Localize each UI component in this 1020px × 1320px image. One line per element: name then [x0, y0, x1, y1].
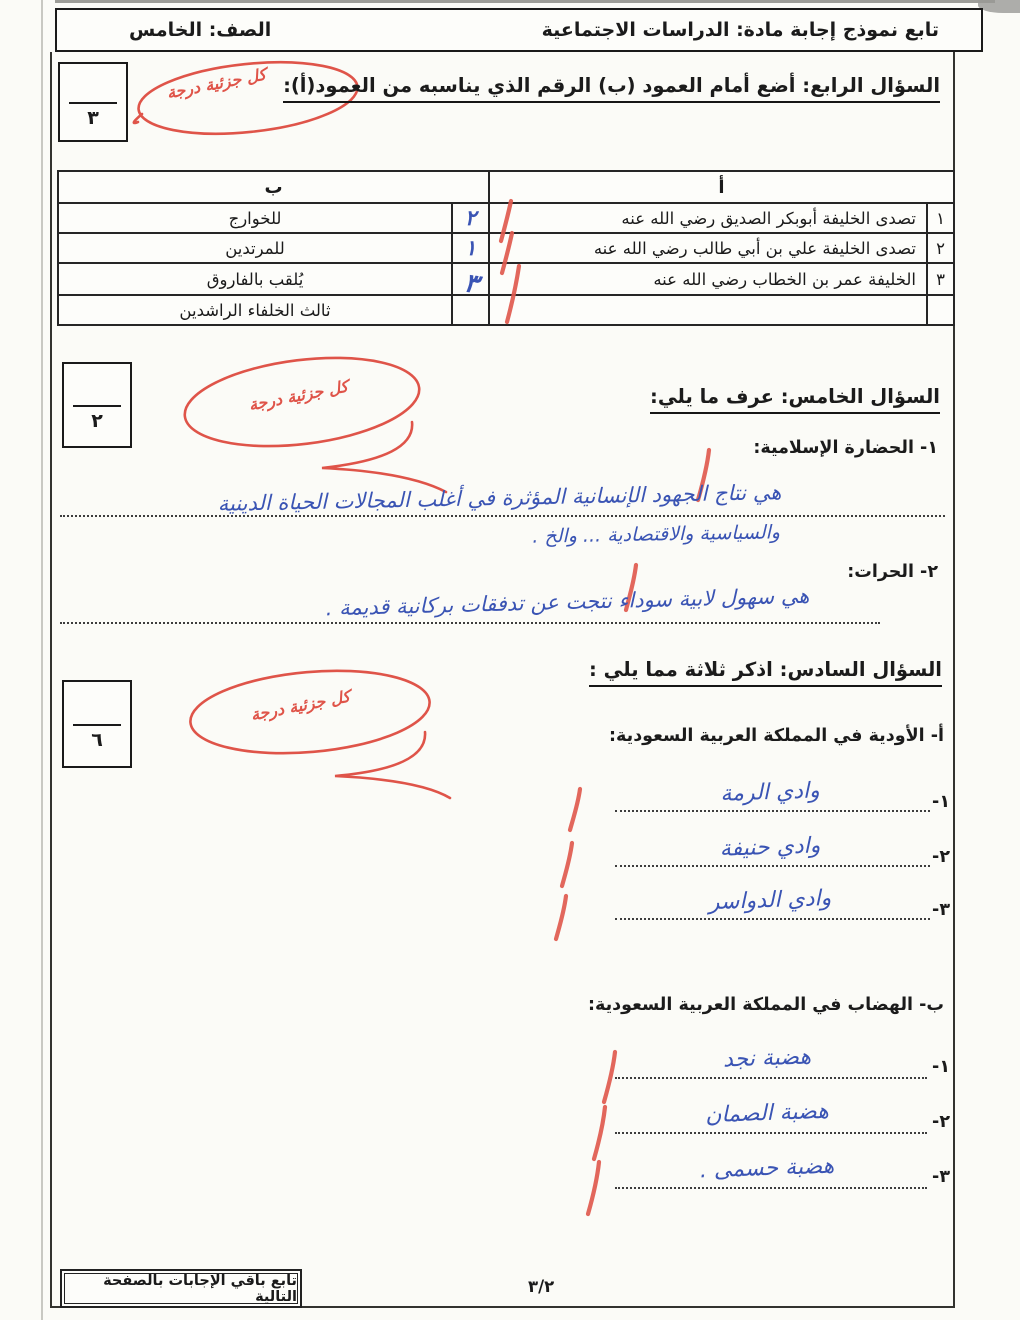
column-b-text: للخوارج: [58, 203, 452, 233]
q4-score-box: [58, 62, 128, 142]
scan-edge-artifact: [55, 0, 995, 3]
row-number: ١: [927, 203, 954, 233]
column-a-text: تصدى الخليفة أبوبكر الصديق رضي الله عنه: [489, 203, 927, 233]
q5-max-score: ٢: [91, 409, 103, 432]
answer-dotted-line: [615, 1132, 927, 1134]
answer-dotted-line: [615, 918, 930, 920]
grader-check-mark: [503, 262, 523, 330]
q5-item1-label: ١- الحضارة الإسلامية:: [753, 438, 938, 458]
row-number: ٣: [927, 263, 954, 295]
header-subject-title: تابع نموذج إجابة مادة: الدراسات الاجتماعية: [541, 19, 939, 41]
list-number: ١-: [932, 1057, 950, 1077]
list-number: ١-: [932, 792, 950, 812]
q6-score-box: [62, 680, 132, 768]
handwritten-valley-3: وادي الدواسر: [708, 885, 832, 916]
handwritten-plateau-2: هضبة الصمان: [704, 1098, 830, 1129]
student-answer-number: ٣: [461, 268, 480, 300]
q6-title: السؤال السادس: اذكر ثلاثة مما يلي :: [589, 658, 942, 687]
column-a-text: تصدى الخليفة علي بن أبي طالب رضي الله عنه: [489, 233, 927, 263]
row-number: [927, 295, 954, 325]
student-answer-number: ١: [464, 236, 477, 260]
list-number: ٣-: [932, 900, 950, 920]
q6-part-b-label: ب- الهضاب في المملكة العربية السعودية:: [587, 995, 944, 1015]
q4-title: السؤال الرابع: أضع أمام العمود (ب) الرقم الذي يناسبه من العمود(أ):: [283, 74, 940, 103]
handwritten-valley-1: وادي الرمة: [719, 778, 821, 807]
handwritten-valley-2: وادي حنيفة: [719, 833, 821, 862]
student-answer-number: [452, 295, 489, 325]
q5-item2-label: ٢- الحرات:: [847, 562, 938, 582]
row-number: ٢: [927, 233, 954, 263]
continuation-note-text: تابع باقي الإجابات بالصفحة التالية: [64, 1273, 298, 1304]
column-b-text: يُلقب بالفاروق: [58, 263, 452, 295]
continuation-note-box: [60, 1269, 302, 1308]
handwritten-plateau-1: هضبة نجد: [722, 1044, 812, 1073]
grader-check-mark: [600, 1048, 620, 1110]
q6-part-a-label: أ- الأودية في المملكة العربية السعودية:: [609, 726, 944, 746]
grader-stamp-oval: [170, 356, 480, 501]
q6-max-score: ٦: [91, 729, 103, 752]
list-number: ٣-: [932, 1167, 950, 1187]
list-number: ٢-: [932, 1112, 950, 1132]
grader-stamp-text: كل جزئية درجة: [249, 686, 352, 725]
answer-dotted-line: [615, 1187, 927, 1189]
handwritten-answer-civilization-line1: هي نتاج الجهود الإنسانية المؤثرة في أغلب المجالات الحياة الدينية: [217, 480, 782, 516]
answer-dotted-line: [615, 810, 930, 812]
score-fraction-line: [73, 405, 121, 407]
answer-dotted-line: [60, 515, 945, 517]
q4-max-score: ٣: [87, 106, 99, 129]
page-number: ٣/٢: [528, 1277, 555, 1296]
q5-title: السؤال الخامس: عرف ما يلي:: [650, 385, 940, 414]
grader-check-mark: [558, 840, 576, 894]
column-a-text: [489, 295, 927, 325]
column-a-text: الخليفة عمر بن الخطاب رضي الله عنه: [489, 263, 927, 295]
handwritten-answer-civilization-line2: والسياسية والاقتصادية ... والخ .: [532, 521, 781, 548]
answer-dotted-line: [615, 865, 930, 867]
handwritten-plateau-3: هضبة حسمى .: [699, 1153, 835, 1184]
grader-stamp-text: كل جزئية درجة: [247, 376, 350, 415]
grader-check-mark: [566, 786, 584, 838]
grader-check-mark: [584, 1158, 604, 1222]
column-b-text: ثالث الخلفاء الراشدين: [58, 295, 452, 325]
scan-corner-artifact: [978, 0, 1020, 13]
score-fraction-line: [69, 102, 117, 104]
student-answer-number: ٢: [464, 206, 477, 230]
column-b-text: للمرتدين: [58, 233, 452, 263]
scan-edge-line: [41, 0, 43, 1320]
answer-dotted-line: [60, 622, 880, 624]
score-fraction-line: [73, 724, 121, 726]
column-a-header: أ: [489, 171, 954, 203]
page-header: [55, 8, 983, 52]
grader-check-mark: [552, 893, 570, 947]
answer-dotted-line: [615, 1077, 927, 1079]
column-b-header: ب: [58, 171, 489, 203]
list-number: ٢-: [932, 847, 950, 867]
handwritten-answer-harrat: هي سهول لابية سوداء نتجت عن تدفقات بركانية قديمة .: [325, 583, 810, 621]
q5-score-box: [62, 362, 132, 448]
header-class-label: الصف: الخامس: [129, 19, 272, 41]
grader-stamp-text: كل جزئية درجة: [165, 64, 268, 103]
